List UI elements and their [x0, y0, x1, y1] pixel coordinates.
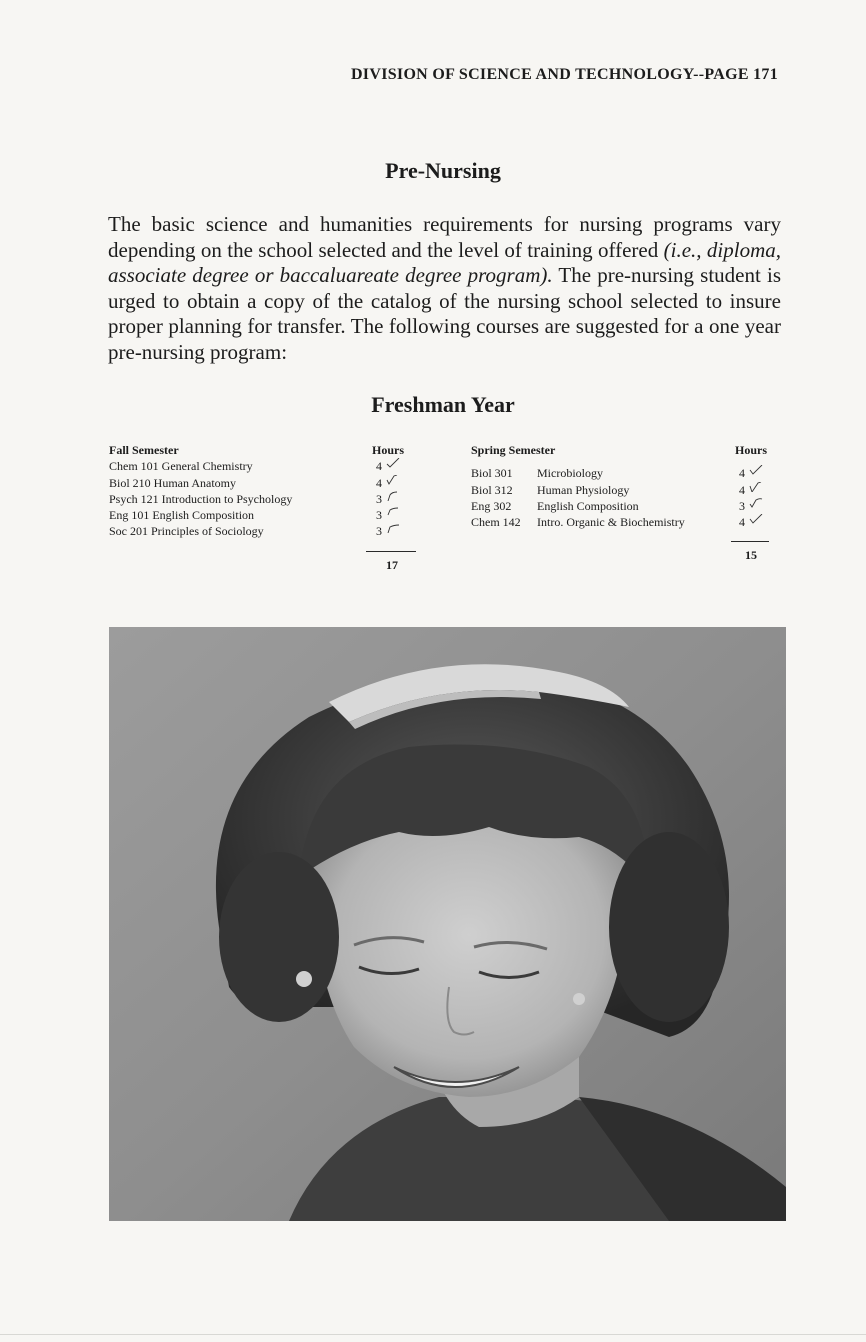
intro-paragraph — [108, 212, 781, 366]
spring-semester-heading: Spring Semester — [471, 443, 556, 457]
fall-semester-heading: Fall Semester — [109, 443, 179, 457]
hours-cell — [372, 458, 432, 474]
section-subtitle: Freshman Year — [371, 392, 515, 417]
course-name: Microbiology — [537, 466, 603, 481]
course-name: Human Anatomy — [153, 475, 236, 490]
spring-hours-column — [735, 442, 795, 530]
checkmark-icon — [386, 491, 400, 501]
checkmark-icon — [749, 465, 763, 475]
spring-semester — [471, 442, 731, 530]
course-code: Soc 201 — [109, 524, 148, 539]
hours-value: 4 — [739, 466, 745, 481]
course-row — [109, 475, 349, 491]
course-code: Chem 142 — [471, 515, 521, 530]
fall-total-hours: 17 — [386, 558, 398, 572]
hours-value: 4 — [376, 475, 382, 490]
course-name: Intro. Organic & Biochemistry — [537, 515, 685, 530]
course-row — [109, 491, 349, 507]
course-row — [471, 465, 731, 481]
hours-cell — [735, 482, 795, 498]
hours-value: 3 — [376, 508, 382, 523]
course-code: Psych 121 — [109, 491, 159, 506]
course-row — [109, 458, 349, 474]
fall-hours-column — [372, 442, 432, 540]
hours-value: 3 — [739, 498, 745, 513]
spring-total-rule — [731, 541, 769, 542]
intro-italic: (i.e., diploma, associate degree or baccaluareate degree program). — [108, 237, 781, 288]
fall-semester — [109, 442, 349, 540]
checkmark-icon — [386, 475, 400, 485]
course-row — [471, 498, 731, 514]
fall-hours-heading: Hours — [372, 443, 405, 457]
intro-text-1: The basic science and humanities requirements for nursing programs vary depending on the school selected and the level of training offered — [108, 212, 781, 262]
course-name: English Composition — [152, 508, 255, 523]
course-code: Biol 312 — [471, 482, 513, 497]
course-row — [109, 507, 349, 523]
scan-edge-line — [0, 1334, 866, 1335]
course-code: Biol 301 — [471, 466, 513, 481]
checkmark-icon — [386, 507, 400, 517]
checkmark-icon — [749, 482, 763, 492]
checkmark-icon — [749, 498, 763, 508]
student-photo-illustration — [109, 627, 786, 1221]
hours-value: 3 — [376, 491, 382, 506]
student-photo — [109, 627, 786, 1221]
intro-text-2: The pre-nursing student is urged to obtain a copy of the catalog of the nursing school selected to insure proper planning for transfer. The following courses are suggested for a one year pre-nursing program: — [108, 263, 782, 364]
course-row — [471, 482, 731, 498]
course-name: English Composition — [537, 498, 639, 513]
hours-cell — [372, 523, 432, 539]
course-name: Principles of Sociology — [151, 524, 264, 539]
checkmark-icon — [386, 458, 400, 468]
checkmark-icon — [749, 514, 763, 524]
hours-cell — [372, 475, 432, 491]
hours-cell — [372, 507, 432, 523]
course-code: Biol 210 — [109, 475, 151, 490]
course-code: Eng 101 — [109, 508, 150, 523]
course-name: Human Physiology — [537, 482, 630, 497]
checkmark-icon — [386, 523, 400, 533]
fall-total-rule — [366, 551, 416, 552]
hours-value: 4 — [739, 515, 745, 530]
course-name: Introduction to Psychology — [161, 491, 293, 506]
hours-value: 3 — [376, 524, 382, 539]
hours-cell — [735, 465, 795, 481]
course-code: Eng 302 — [471, 498, 512, 513]
course-code: Chem 101 — [109, 459, 159, 474]
hours-cell — [735, 514, 795, 530]
hours-value: 4 — [739, 482, 745, 497]
spring-hours-heading: Hours — [735, 443, 768, 457]
hours-cell — [372, 491, 432, 507]
running-head: DIVISION OF SCIENCE AND TECHNOLOGY--PAGE 171 — [350, 66, 778, 83]
course-row — [471, 514, 731, 530]
course-row — [109, 523, 349, 539]
course-name: General Chemistry — [161, 459, 253, 474]
page-title: Pre-Nursing — [385, 158, 501, 183]
hours-value: 4 — [376, 459, 382, 474]
hours-cell — [735, 498, 795, 514]
spring-total-hours: 15 — [745, 548, 757, 562]
